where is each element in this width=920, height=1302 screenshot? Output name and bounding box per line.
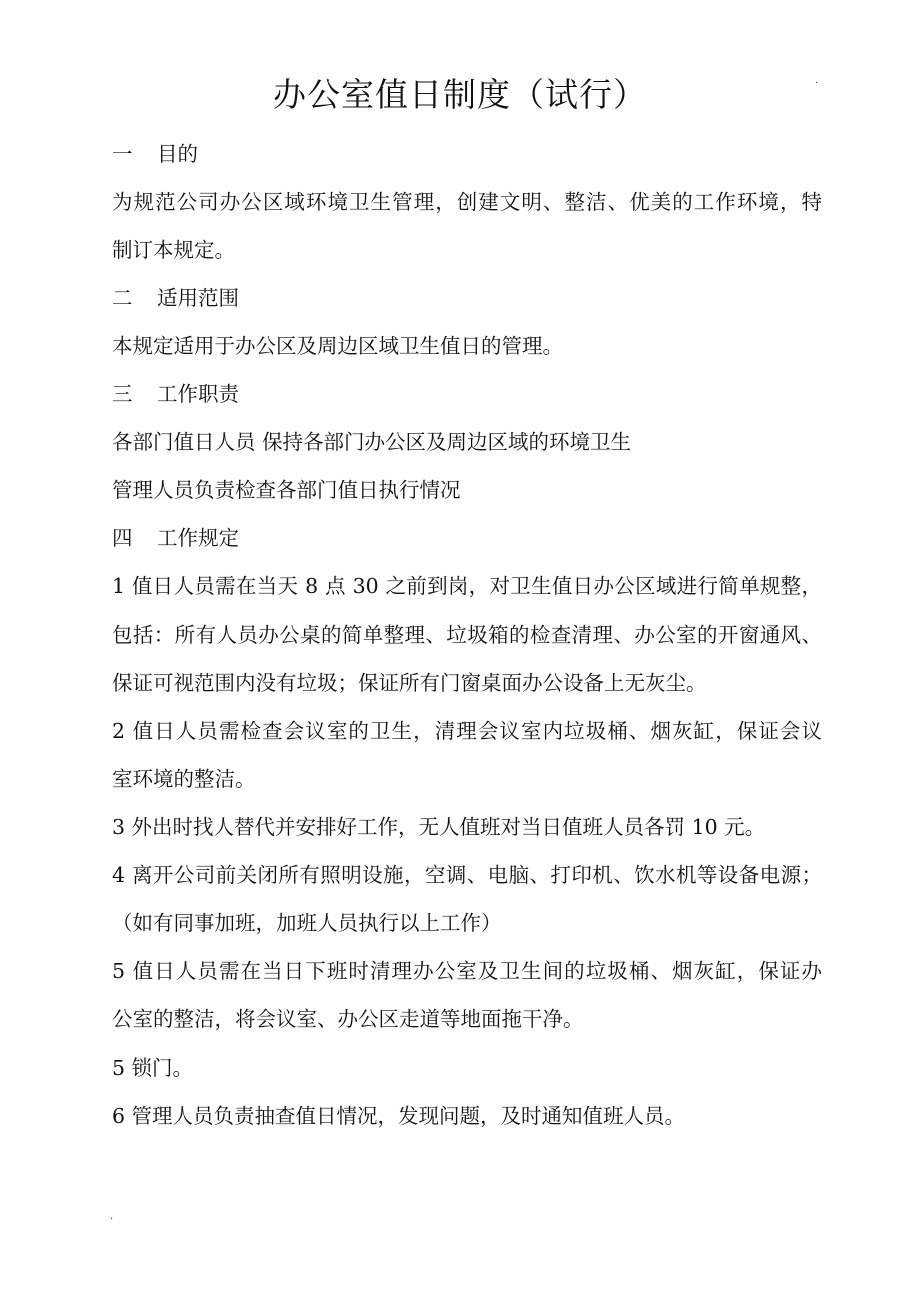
paragraph-line: 各部门值日人员 保持各部门办公区及周边区域的环境卫生 — [112, 430, 632, 454]
document-title: 办公室值日制度（试行） — [273, 75, 647, 114]
paragraph-line: 管理人员负责检查各部门值日执行情况 — [112, 478, 461, 502]
rule-item-line: 1 值日人员需在当天 8 点 30 之前到岗，对卫生值日办公区域进行简单规整， — [112, 574, 822, 598]
rule-item-line: 公室的整洁，将会议室、办公区走道等地面拖干净。 — [112, 1007, 584, 1031]
section-title: 目的 — [157, 142, 198, 166]
section-title: 工作规定 — [157, 526, 239, 550]
rule-item-line: 4 离开公司前关闭所有照明设施，空调、电脑、打印机、饮水机等设备电源； — [112, 863, 822, 887]
section-heading-2 — [112, 283, 239, 313]
section-title: 适用范围 — [157, 286, 239, 310]
rule-item-line: （如有同事加班，加班人员执行以上工作） — [112, 911, 502, 935]
section-number: 四 — [112, 526, 133, 550]
paragraph-line: 为规范公司办公区域环境卫生管理，创建文明、整洁、优美的工作环境，特 — [112, 190, 822, 214]
rule-item-line: 包括：所有人员办公桌的简单整理、垃圾箱的检查清理、办公室的开窗通风、 — [112, 623, 822, 647]
rule-item-line: 5 锁门。 — [112, 1056, 194, 1080]
paragraph-line: 本规定适用于办公区及周边区域卫生值日的管理。 — [112, 334, 563, 358]
rule-item-line: 3 外出时找人替代并安排好工作，无人值班对当日值班人员各罚 10 元。 — [112, 815, 766, 839]
section-title: 工作职责 — [157, 382, 239, 406]
rule-item-line: 2 值日人员需检查会议室的卫生，清理会议室内垃圾桶、烟灰缸，保证会议 — [112, 719, 822, 743]
corner-mark-top: . — [815, 75, 819, 86]
section-number: 三 — [112, 382, 133, 406]
rule-item-line: 保证可视范围内没有垃圾；保证所有门窗桌面办公设备上无灰尘。 — [112, 671, 707, 695]
rule-item-line: 5 值日人员需在当日下班时清理办公室及卫生间的垃圾桶、烟灰缸，保证办 — [112, 959, 822, 983]
section-heading-1 — [112, 139, 198, 169]
rule-item-line: 室环境的整洁。 — [112, 767, 256, 791]
section-heading-3 — [112, 379, 239, 409]
section-number: 一 — [112, 142, 133, 166]
section-number: 二 — [112, 286, 133, 310]
section-heading-4 — [112, 523, 239, 553]
rule-item-line: 6 管理人员负责抽查值日情况，发现问题，及时通知值班人员。 — [112, 1104, 686, 1128]
paragraph-line: 制订本规定。 — [112, 238, 235, 262]
corner-mark-bottom: . — [110, 1211, 114, 1222]
